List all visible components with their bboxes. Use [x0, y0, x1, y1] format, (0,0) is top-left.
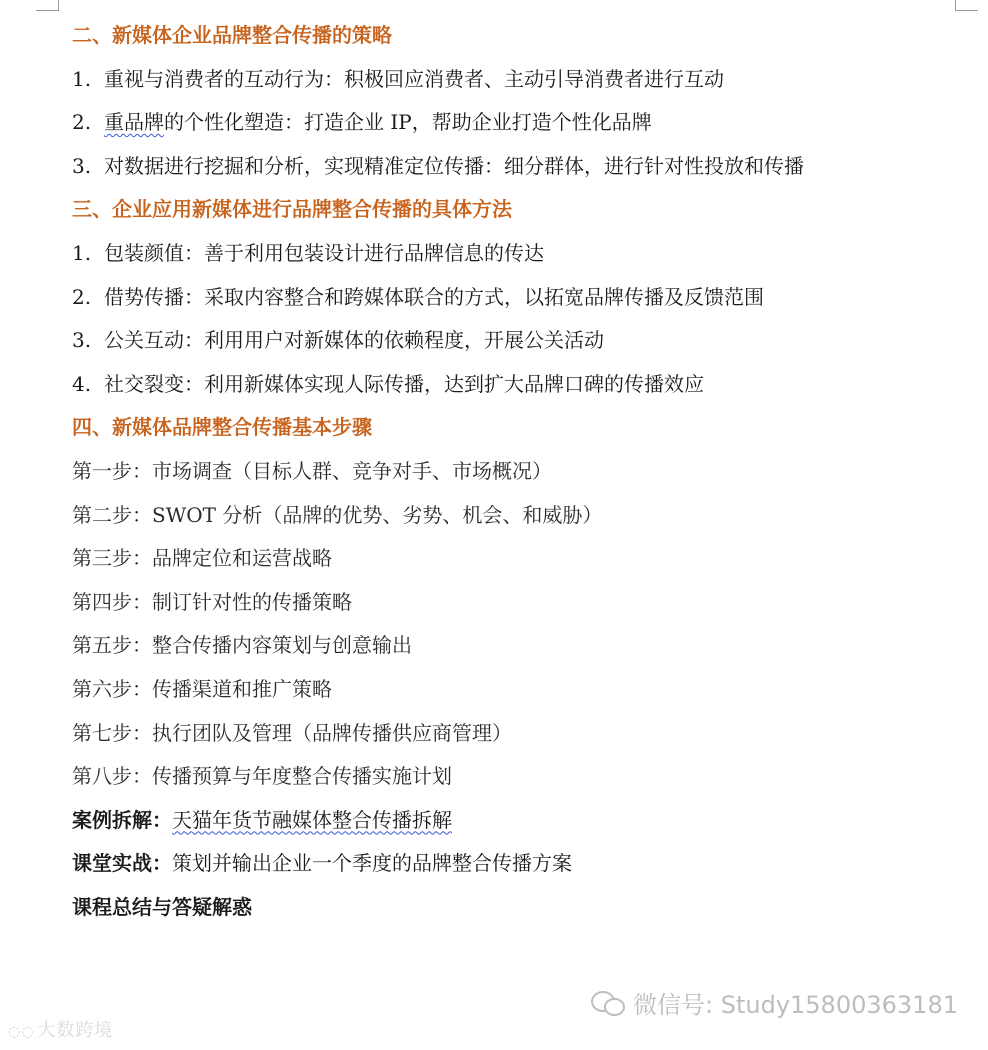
watermark-logo-icon: ◌◌	[8, 1024, 35, 1040]
step-item: 第一步：市场调查（目标人群、竞争对手、市场概况）	[72, 458, 552, 483]
practice-line	[72, 850, 948, 894]
list-item-text: 的个性化塑造：打造企业 IP，帮助企业打造个性化品牌	[164, 110, 652, 135]
list-item	[72, 109, 948, 153]
section-heading-strategy: 二、新媒体企业品牌整合传播的策略	[72, 23, 392, 47]
case-study-text[interactable]: 天猫年货节融媒体整合传播拆解	[172, 807, 452, 832]
list-item-text: 社交裂变：利用新媒体实现人际传播，达到扩大品牌口碑的传播效应	[104, 371, 704, 396]
list-number: 1.	[72, 66, 92, 91]
step-item: 第二步：SWOT 分析（品牌的优势、劣势、机会、和威胁）	[72, 502, 603, 527]
course-summary: 课程总结与答疑解惑	[72, 894, 252, 919]
case-study-label: 案例拆解：	[72, 807, 172, 832]
watermark-right	[591, 985, 958, 1020]
list-item-text: 公关互动：利用用户对新媒体的依赖程度，开展公关活动	[104, 328, 604, 353]
list-item	[72, 240, 948, 284]
section-heading-methods: 三、企业应用新媒体进行品牌整合传播的具体方法	[72, 197, 512, 222]
list-item-text: 重视与消费者的互动行为：积极回应消费者、主动引导消费者进行互动	[104, 66, 724, 91]
case-study-line	[72, 807, 948, 851]
list-number: 2.	[72, 284, 92, 309]
section-heading-steps: 四、新媒体品牌整合传播基本步骤	[72, 415, 372, 440]
step-item: 第三步：品牌定位和运营战略	[72, 546, 332, 571]
page-corner-mark-right	[955, 0, 978, 11]
list-number: 3.	[72, 328, 92, 353]
step-item: 第四步：制订针对性的传播策略	[72, 589, 352, 614]
list-item	[72, 66, 948, 110]
step-item: 第七步：执行团队及管理（品牌传播供应商管理）	[72, 720, 512, 745]
watermark-left	[8, 1016, 113, 1042]
watermark-right-text: 微信号: Study15800363181	[633, 991, 958, 1019]
step-item: 第八步：传播预算与年度整合传播实施计划	[72, 764, 452, 789]
list-number: 4.	[72, 371, 92, 396]
step-item: 第六步：传播渠道和推广策略	[72, 676, 332, 701]
list-item	[72, 284, 948, 328]
document-body	[72, 22, 948, 937]
list-item	[72, 371, 948, 415]
list-item-text: 借势传播：采取内容整合和跨媒体联合的方式，以拓宽品牌传播及反馈范围	[104, 284, 764, 309]
list-number: 2.	[72, 110, 92, 135]
step-item: 第五步：整合传播内容策划与创意输出	[72, 633, 412, 658]
wechat-icon	[591, 990, 625, 1016]
list-item	[72, 327, 948, 371]
list-number: 1.	[72, 240, 92, 265]
list-number: 3.	[72, 153, 92, 178]
page-corner-mark-left	[36, 0, 59, 11]
list-item	[72, 153, 948, 197]
watermark-left-text: 大数跨境	[37, 1020, 114, 1041]
list-item-text: 对数据进行挖掘和分析，实现精准定位传播：细分群体，进行针对性投放和传播	[104, 153, 804, 178]
list-item-text: 包装颜值：善于利用包装设计进行品牌信息的传达	[104, 240, 544, 265]
spellcheck-flagged-text[interactable]: 重品牌	[104, 110, 164, 135]
practice-text: 策划并输出企业一个季度的品牌整合传播方案	[172, 851, 572, 876]
practice-label: 课堂实战：	[72, 851, 172, 876]
